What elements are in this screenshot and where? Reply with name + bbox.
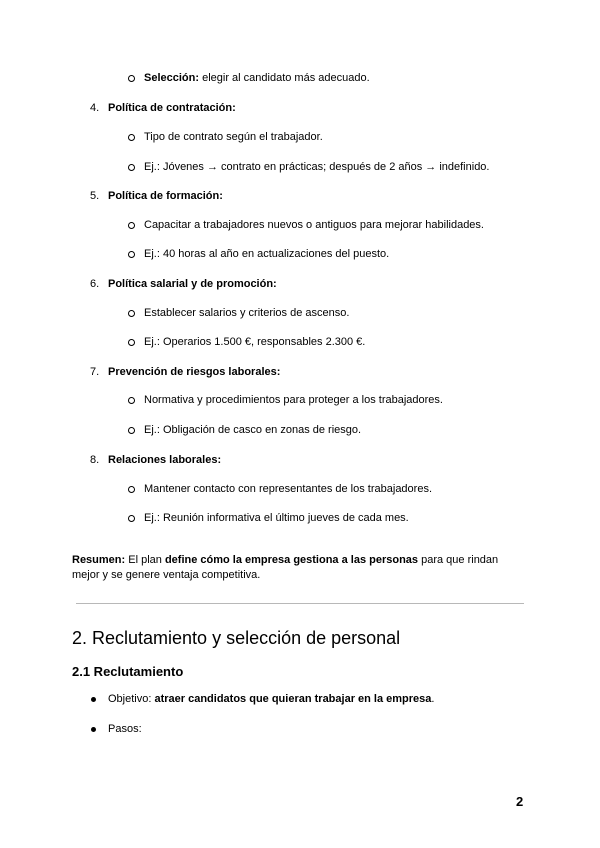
circle-bullet bbox=[128, 310, 135, 317]
sub-item-seleccion bbox=[144, 71, 370, 85]
bullet-label: Objetivo: bbox=[108, 693, 155, 705]
bullet-pasos: Pasos: bbox=[108, 723, 142, 735]
dot-bullet bbox=[91, 727, 96, 732]
sub-item: Ej.: Reunión informativa el último jueves de cada mes. bbox=[144, 512, 409, 524]
list-number: 8. bbox=[90, 454, 100, 466]
list-number: 4. bbox=[90, 102, 100, 114]
summary-paragraph bbox=[72, 553, 498, 567]
circle-bullet bbox=[128, 486, 135, 493]
sub-item: Ej.: Obligación de casco en zonas de riesgo. bbox=[144, 424, 362, 436]
summary-text: El plan bbox=[125, 554, 165, 566]
section-heading: 2. Reclutamiento y selección de personal bbox=[72, 628, 401, 648]
horizontal-divider bbox=[76, 603, 524, 604]
circle-bullet bbox=[128, 397, 135, 404]
bullet-emphasis: atraer candidatos que quieran trabajar en la empresa bbox=[154, 693, 432, 705]
circle-bullet bbox=[128, 427, 135, 434]
circle-bullet bbox=[128, 515, 135, 522]
circle-bullet bbox=[128, 75, 135, 82]
sub-item: Normativa y procedimientos para proteger a los trabajadores. bbox=[144, 394, 443, 406]
page-number: 2 bbox=[516, 794, 524, 809]
sub-item: Capacitar a trabajadores nuevos o antiguos para mejorar habilidades. bbox=[144, 219, 484, 231]
summary-label: Resumen: bbox=[72, 554, 126, 566]
list-item-title: Política de contratación: bbox=[108, 102, 236, 114]
summary-line-2: mejor y se genere ventaja competitiva. bbox=[72, 569, 261, 581]
sub-item: Ej.: 40 horas al año en actualizaciones del puesto. bbox=[144, 248, 390, 260]
sub-item: Establecer salarios y criterios de ascenso. bbox=[144, 307, 350, 319]
list-item-title: Política de formación: bbox=[108, 190, 223, 202]
list-number: 7. bbox=[90, 366, 100, 378]
list-number: 5. bbox=[90, 190, 100, 202]
circle-bullet bbox=[128, 222, 135, 229]
summary-text: para que rindan bbox=[418, 554, 499, 566]
bullet-objetivo bbox=[108, 692, 434, 706]
subsection-heading: 2.1 Reclutamiento bbox=[72, 664, 184, 679]
circle-bullet bbox=[128, 164, 135, 171]
list-item-title: Prevención de riesgos laborales: bbox=[108, 366, 281, 378]
bullet-end: . bbox=[431, 693, 435, 705]
sub-item-text: elegir al candidato más adecuado. bbox=[199, 72, 370, 84]
sub-item: Ej.: Operarios 1.500 €, responsables 2.300 €. bbox=[144, 336, 366, 348]
sub-item-label: Selección: bbox=[144, 72, 200, 84]
list-number: 6. bbox=[90, 278, 100, 290]
list-item-title: Política salarial y de promoción: bbox=[108, 278, 277, 290]
circle-bullet bbox=[128, 134, 135, 141]
summary-emphasis: define cómo la empresa gestiona a las personas bbox=[164, 554, 419, 566]
list-item-title: Relaciones laborales: bbox=[108, 454, 222, 466]
circle-bullet bbox=[128, 251, 135, 258]
sub-item: Ej.: Jóvenes → contrato en prácticas; después de 2 años → indefinido. bbox=[144, 161, 490, 173]
circle-bullet bbox=[128, 339, 135, 346]
sub-item: Mantener contacto con representantes de los trabajadores. bbox=[144, 483, 433, 495]
sub-item: Tipo de contrato según el trabajador. bbox=[144, 131, 323, 143]
dot-bullet bbox=[91, 697, 96, 702]
